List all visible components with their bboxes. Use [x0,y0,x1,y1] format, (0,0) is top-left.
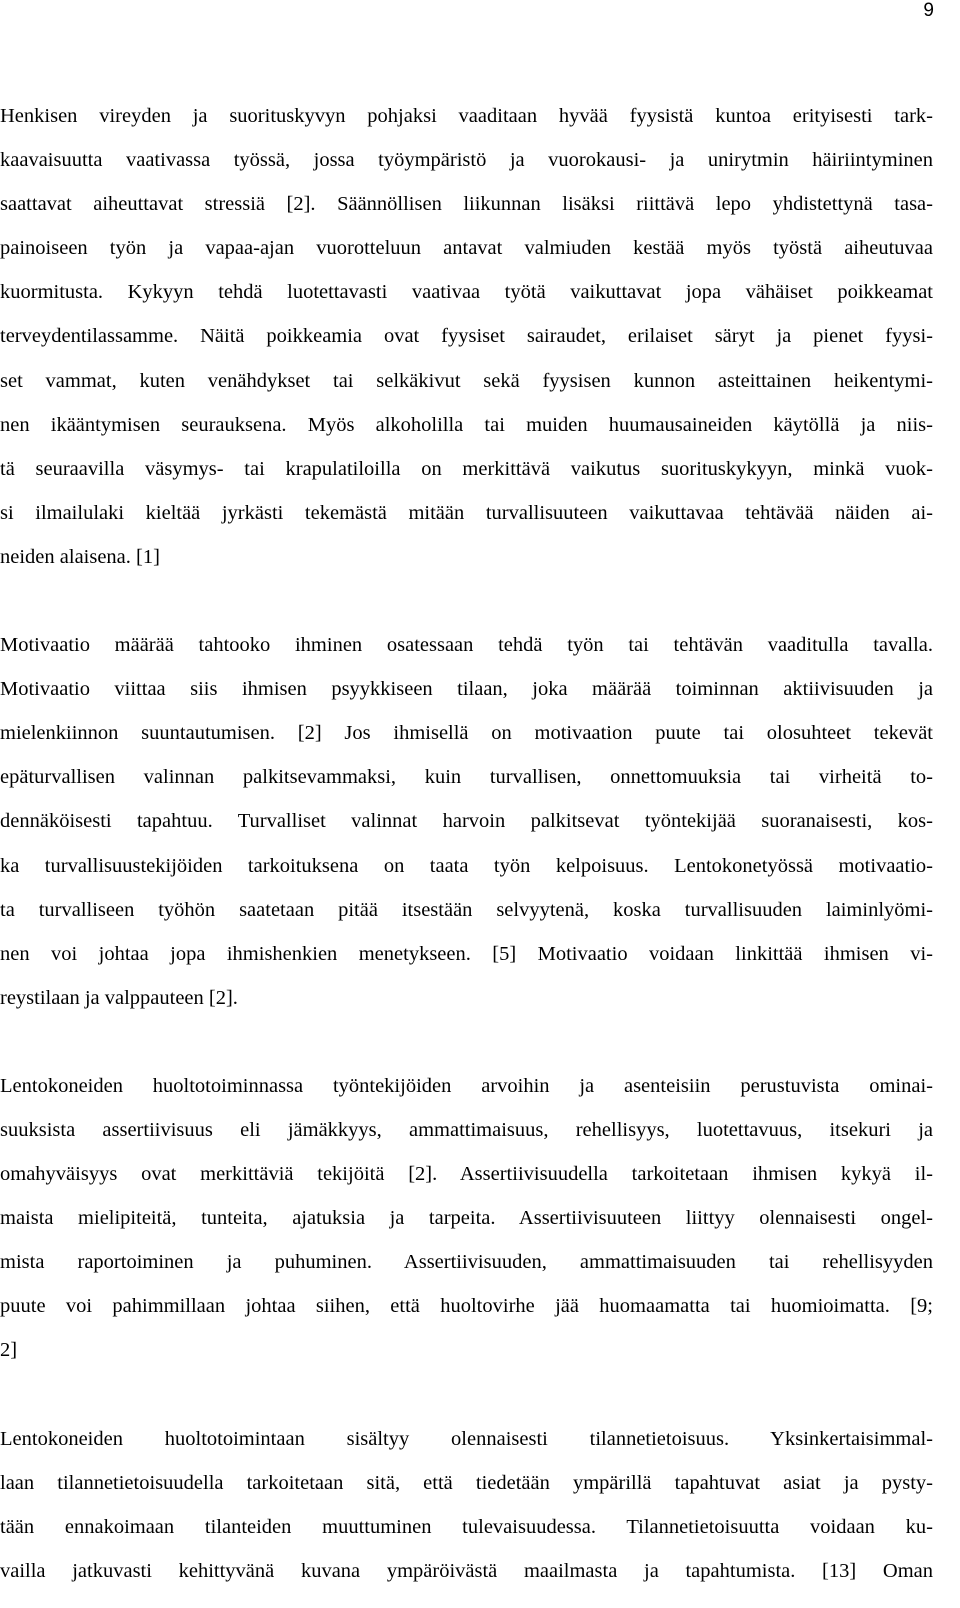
page-number: 9 [923,0,934,21]
text-line: puute voi pahimmillaan johtaa siihen, että huoltovirhe jää huomaamatta tai huomioimatta. [9; [0,1295,933,1318]
text-line: dennäköisesti tapahtuu. Turvalliset valinnat harvoin palkitsevat työntekijää suoranaisesti, kos- [0,810,933,833]
text-line: Motivaatio määrää tahtooko ihminen osatessaan tehdä työn tai tehtävän vaaditulla tavalla. [0,634,933,657]
text-line: Lentokoneiden huoltotoiminnassa työntekijöiden arvoihin ja asenteisiin perustuvista ominai- [0,1074,933,1097]
text-line: tä seuraavilla väsymys- tai krapulatiloilla on merkittävä vaikutus suorituskykyyn, minkä vuok- [0,457,933,480]
paragraph-physical-fitness [0,94,933,579]
text-line: mielenkiinnon suuntautumisen. [2] Jos ihmisellä on motivaation puute tai olosuhteet tekevät [0,722,933,745]
paragraph-motivation [0,623,933,1020]
text-line: terveydentilassamme. Näitä poikkeamia ovat fyysiset sairaudet, erilaiset säryt ja pienet fyysi- [0,325,933,348]
text-line: epäturvallisen valinnan palkitsevammaksi, kuin turvallisen, onnettomuuksia tai virheitä to- [0,766,933,789]
paragraph-spacer [0,1373,933,1417]
text-line: saattavat aiheuttavat stressiä [2]. Säännöllisen liikunnan lisäksi riittävä lepo yhdistettynä tasa- [0,193,933,216]
text-line: ta turvalliseen työhön saatetaan pitää itsestään selvyytenä, koska turvallisuuden laiminlyömi- [0,898,933,921]
text-line: nen ikääntymisen seurauksena. Myös alkoholilla tai muiden huumausaineiden käytöllä ja niis- [0,413,933,436]
text-line: Motivaatio viittaa siis ihmisen psyykkiseen tilaan, joka määrää toiminnan aktiivisuuden ja [0,678,933,701]
text-line: kuormitusta. Kykyyn tehdä luotettavasti vaativaa työtä vaikuttavat jopa vähäiset poikkeamat [0,281,933,304]
paragraph-spacer [0,579,933,623]
text-line: maista mielipiteitä, tunteita, ajatuksia ja tarpeita. Assertiivisuuteen liittyy olennaisesti ongel- [0,1207,933,1230]
text-line: tään ennakoimaan tilanteiden muuttuminen tulevaisuudessa. Tilannetietoisuutta voidaan ku- [0,1515,933,1538]
text-line: kaavaisuutta vaativassa työssä, jossa työympäristö ja vuorokausi- ja unirytmin häiriintyminen [0,149,933,172]
text-line: 2] [0,1339,18,1362]
text-line: set vammat, kuten venähdykset tai selkäkivut sekä fyysisen kunnon asteittainen heikentymi- [0,369,933,392]
paragraph-spacer [0,1020,933,1064]
paragraph-assertiveness [0,1064,933,1373]
text-line: painoiseen työn ja vapaa-ajan vuorotteluun antavat valmiuden kestää myös työstä aiheutuvaa [0,237,933,260]
paragraph-situational-awareness [0,1417,933,1593]
text-line: reystilaan ja valppauteen [2]. [0,986,238,1009]
text-line: nen voi johtaa jopa ihmishenkien menetykseen. [5] Motivaatio voidaan linkittää ihmisen vi- [0,942,933,965]
text-line: neiden alaisena. [1] [0,545,160,568]
text-line: ka turvallisuustekijöiden tarkoituksena on taata työn kelpoisuus. Lentokonetyössä motivaatio- [0,854,933,877]
text-line: suuksista assertiivisuus eli jämäkkyys, ammattimaisuus, rehellisyys, luotettavuus, itsekuri ja [0,1118,933,1141]
text-line: mista raportoiminen ja puhuminen. Assertiivisuuden, ammattimaisuuden tai rehellisyyden [0,1251,933,1274]
text-line: vailla jatkuvasti kehittyvänä kuvana ympäröivästä maailmasta ja tapahtumista. [13] Oman [0,1559,933,1582]
text-line: omahyväisyys ovat merkittäviä tekijöitä [2]. Assertiivisuudella tarkoitetaan ihmisen kykyä il- [0,1163,933,1186]
document-body [0,94,933,1593]
text-line: Lentokoneiden huoltotoimintaan sisältyy olennaisesti tilannetietoisuus. Yksinkertaisimmal- [0,1427,933,1450]
text-line: si ilmailulaki kieltää jyrkästi tekemästä mitään turvallisuuteen vaikuttavaa tehtävää näiden ai- [0,501,933,524]
text-line: laan tilannetietoisuudella tarkoitetaan sitä, että tiedetään ympärillä tapahtuvat asiat ja pysty- [0,1471,933,1494]
text-line: Henkisen vireyden ja suorituskyvyn pohjaksi vaaditaan hyvää fyysistä kuntoa erityisesti tark- [0,105,933,127]
